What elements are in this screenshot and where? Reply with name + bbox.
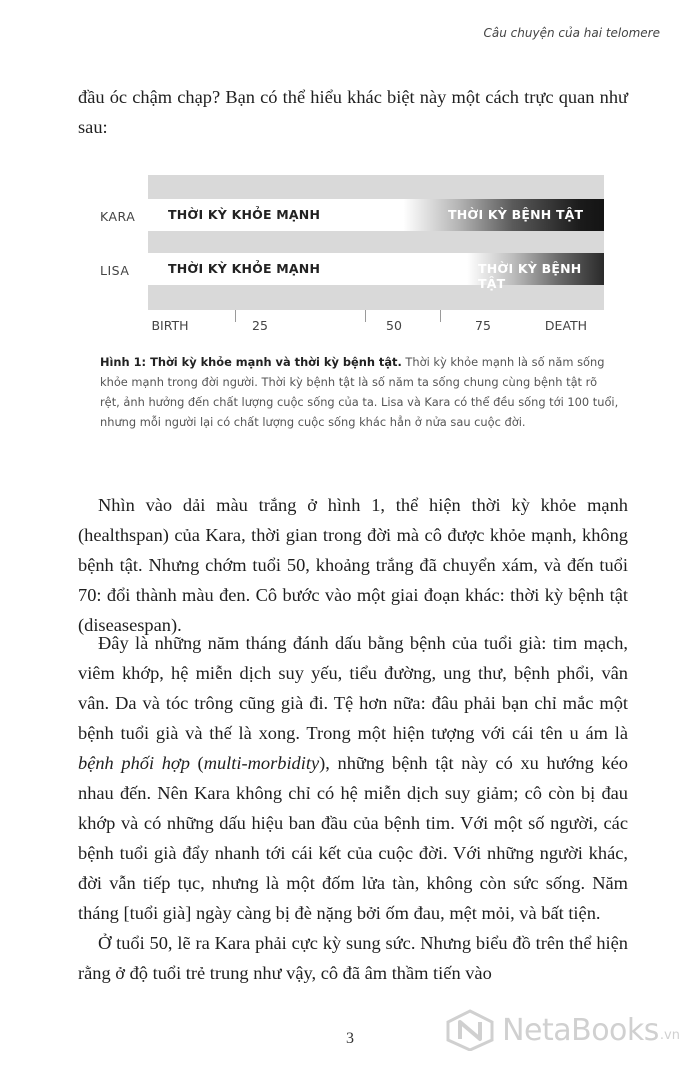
axis-gridline-25: [235, 310, 236, 322]
axis-tick-birth: BIRTH: [151, 318, 189, 333]
figure-caption: [100, 352, 620, 432]
caption-body: Thời kỳ khỏe mạnh là số năm sống khỏe mạnh trong đời người. Thời kỳ bệnh tật là số năm ta sống chung cùng bệnh tật rõ rệt, ảnh hưởng đến chất lượng cuộc sống của ta. Lisa và Kara có thể đều sống tới 100 tuổi, nhưng mỗi người lại có chất lượng cuộc sống khác hẳn ở nửa sau cuộc đời.: [100, 355, 619, 429]
axis-gridline-50: [365, 310, 366, 322]
p2-text-b: (: [189, 753, 204, 773]
lisa-healthspan-label: THỜI KỲ KHỎE MẠNH: [168, 261, 321, 276]
axis-gridline-75: [440, 310, 441, 322]
watermark-brand: NetaBooks: [502, 1012, 659, 1048]
axis-tick-25: 25: [252, 318, 268, 333]
p2-italic-english: multi-morbidity: [203, 753, 320, 773]
p2-text-a: Đây là những năm tháng đánh dấu bằng bệnh của tuổi già: tim mạch, viêm khớp, hệ miễn dịch suy yếu, tiểu đường, ung thư, bệnh phổi, vân vân. Da và tóc trông cũng già đi. Tệ hơn nữa: đâu phải bạn chỉ mắc một bệnh tuổi già và thế là xong. Trong một hiện tượng với cái tên u ám là: [78, 633, 628, 743]
axis-tick-50: 50: [386, 318, 402, 333]
watermark-suffix: .vn: [659, 1027, 680, 1043]
row-name-lisa: LISA: [100, 263, 130, 278]
axis-tick-death: DEATH: [544, 318, 588, 333]
row-name-kara: KARA: [100, 209, 136, 224]
caption-title: Hình 1: Thời kỳ khỏe mạnh và thời kỳ bệnh tật.: [100, 355, 402, 369]
paragraph-diseases: [78, 628, 628, 928]
bar-lisa: [148, 253, 604, 291]
watermark: [444, 1010, 680, 1050]
kara-healthspan-label: THỜI KỲ KHỎE MẠNH: [168, 207, 321, 222]
page-number: 3: [346, 1030, 354, 1047]
running-header: Câu chuyện của hai telomere: [483, 26, 660, 40]
paragraph-intro: đầu óc chậm chạp? Bạn có thể hiểu khác biệt này một cách trực quan như sau:: [78, 87, 628, 137]
n-hexagon-logo-icon: [444, 1009, 496, 1051]
axis-tick-75: 75: [475, 318, 491, 333]
bar-kara: [148, 199, 604, 231]
paragraph-age-50: Ở tuổi 50, lẽ ra Kara phải cực kỳ sung sức. Nhưng biểu đồ trên thể hiện rằng ở độ tuổi trẻ trung như vậy, cô đã âm thầm tiến vào: [78, 933, 628, 983]
kara-diseasespan-label: THỜI KỲ BỆNH TẬT: [448, 207, 584, 222]
p2-text-c: ), những bệnh tật này có xu hướng kéo nhau đến. Nên Kara không chỉ có hệ miễn dịch suy giảm; cô còn bị đau khớp và có những dấu hiệu ban đầu của bệnh tim. Với một số người, các bệnh tuổi già đẩy nhanh tới cái kết của cuộc đời. Với những người khác, đời vẫn tiếp tục, nhưng là một đốm lửa tàn, không còn sức sống. Năm tháng [tuổi già] ngày càng bị đè nặng bởi ốm đau, mệt mỏi, và bất tiện.: [78, 753, 628, 923]
healthspan-figure: [100, 175, 610, 345]
paragraph-healthspan: Nhìn vào dải màu trắng ở hình 1, thể hiện thời kỳ khỏe mạnh (healthspan) của Kara, thời gian trong đời mà cô được khỏe mạnh, không bệnh tật. Nhưng chớm tuổi 50, khoảng trắng đã chuyển xám, và đến tuổi 70: đổi thành màu đen. Cô bước vào một giai đoạn khác: thời kỳ bệnh tật (diseasespan).: [78, 495, 628, 635]
p2-italic-term: bệnh phối hợp: [78, 753, 190, 773]
lisa-diseasespan-label: THỜI KỲ BỆNH TẬT: [478, 261, 582, 291]
